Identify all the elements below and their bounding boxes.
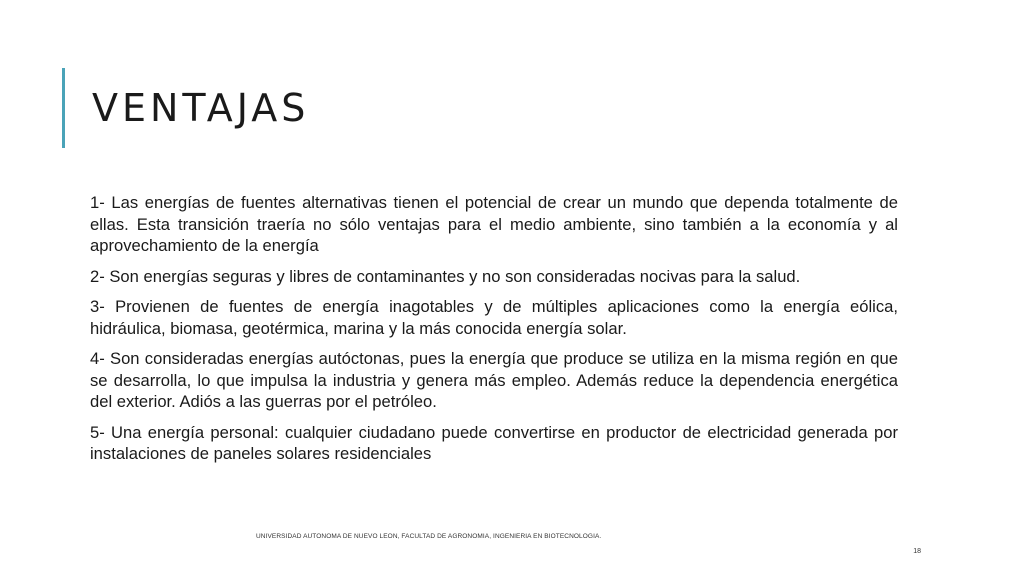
title-accent-bar: [62, 68, 65, 148]
paragraph-4: 4- Son consideradas energías autóctonas, pues la energía que produce se utiliza en la misma región en que se desarrolla, lo que impulsa la industria y genera más empleo. Además reduce la dependencia energética del exterior. Adiós a las guerras por el petróleo.: [90, 349, 898, 411]
paragraph-2: 2- Son energías seguras y libres de contaminantes y no son consideradas nocivas para la salud.: [90, 266, 801, 286]
page-number: 18: [913, 548, 921, 555]
paragraph-5: 5- Una energía personal: cualquier ciudadano puede convertirse en productor de electricidad generada por instalaciones de paneles solares residenciales: [90, 422, 898, 463]
slide-body: [90, 192, 898, 474]
paragraph-1: 1- Las energías de fuentes alternativas tienen el potencial de crear un mundo que dependa totalmente de ellas. Esta transición traería no sólo ventajas para el medio ambiente, sino también a la economía y al aprovechamiento de la energía: [90, 193, 898, 255]
slide-title: VENTAJAS: [92, 86, 310, 130]
paragraph-3: 3- Provienen de fuentes de energía inagotables y de múltiples aplicaciones como la energía eólica, hidráulica, biomasa, geotérmica, marina y la más conocida energía solar.: [90, 297, 898, 338]
slide-footer: UNIVERSIDAD AUTONOMA DE NUEVO LEON, FACULTAD DE AGRONOMIA, INGENIERIA EN BIOTECNOLOGIA.: [256, 533, 602, 540]
